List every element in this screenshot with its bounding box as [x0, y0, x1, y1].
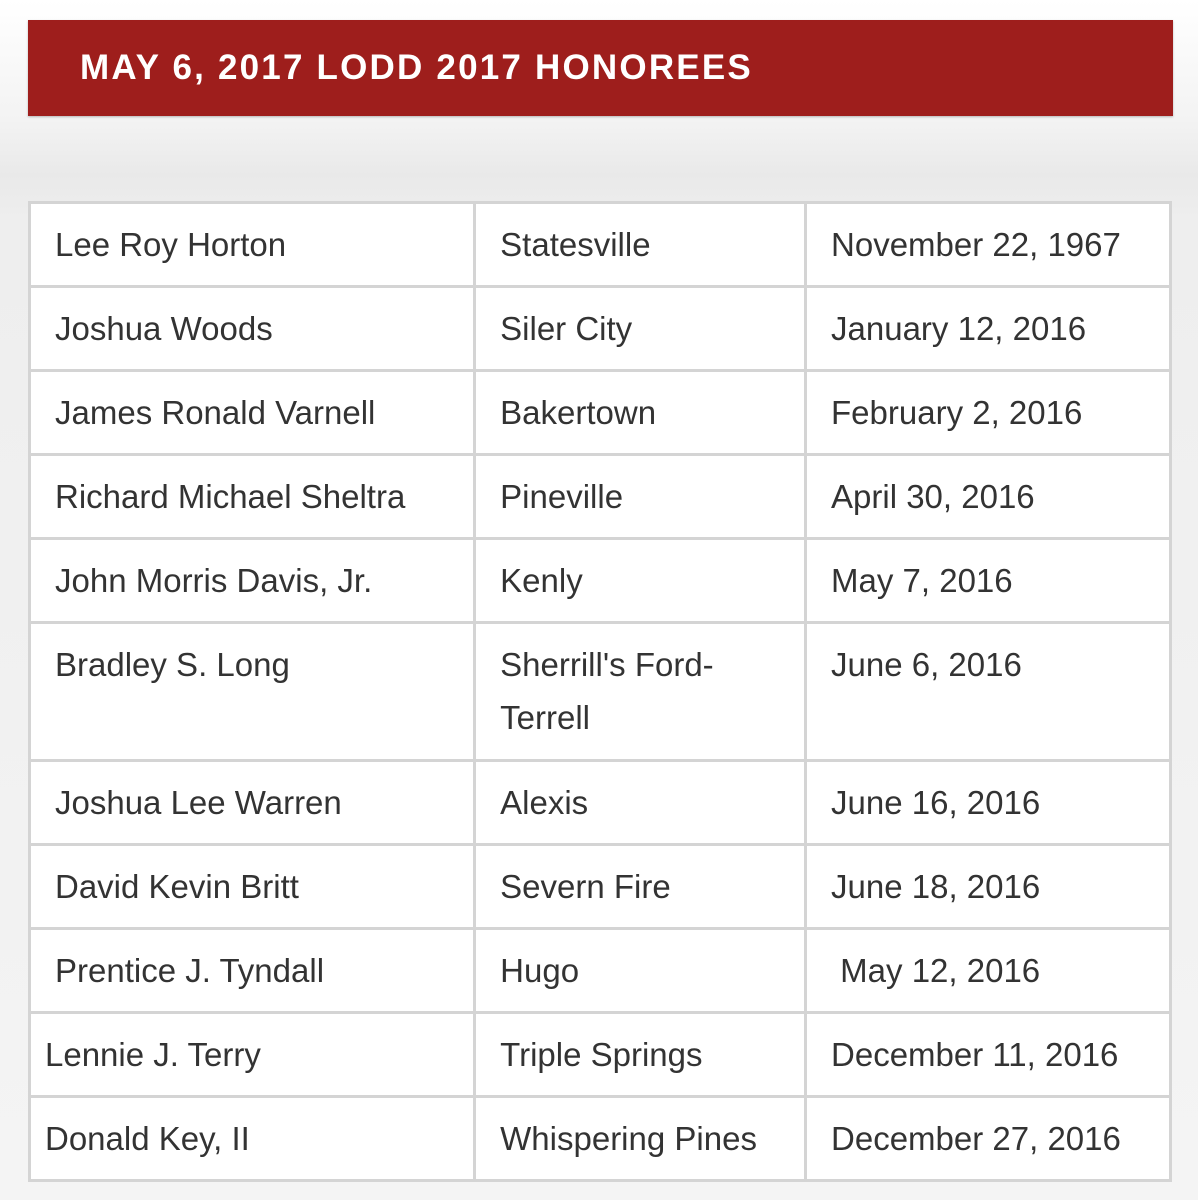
honoree-date: April 30, 2016: [806, 455, 1171, 539]
honoree-department: Sherrill's Ford-Terrell: [475, 623, 806, 761]
honoree-date: November 22, 1967: [806, 203, 1171, 287]
table-row: [30, 1097, 1171, 1181]
honoree-name: Joshua Lee Warren: [30, 761, 475, 845]
honoree-name: Joshua Woods: [30, 287, 475, 371]
honoree-name: David Kevin Britt: [30, 845, 475, 929]
honoree-date: December 11, 2016: [806, 1013, 1171, 1097]
honoree-date: June 6, 2016: [806, 623, 1171, 761]
honoree-name: Richard Michael Sheltra: [30, 455, 475, 539]
table-row: [30, 1013, 1171, 1097]
honoree-name: Lee Roy Horton: [30, 203, 475, 287]
table-row: [30, 371, 1171, 455]
table-row: [30, 455, 1171, 539]
honoree-department: Alexis: [475, 761, 806, 845]
honoree-department: Statesville: [475, 203, 806, 287]
table-row: [30, 287, 1171, 371]
table-row: [30, 929, 1171, 1013]
honoree-department: Severn Fire: [475, 845, 806, 929]
table-row: [30, 203, 1171, 287]
honoree-name: Lennie J. Terry: [30, 1013, 475, 1097]
honorees-table: [28, 201, 1172, 1182]
page-title: MAY 6, 2017 LODD 2017 HONOREES: [80, 48, 753, 87]
table-row: [30, 845, 1171, 929]
table-row: [30, 539, 1171, 623]
honoree-name: Prentice J. Tyndall: [30, 929, 475, 1013]
table-row: [30, 761, 1171, 845]
honoree-department: Triple Springs: [475, 1013, 806, 1097]
honoree-department: Bakertown: [475, 371, 806, 455]
honoree-date: May 12, 2016: [806, 929, 1171, 1013]
honoree-name: John Morris Davis, Jr.: [30, 539, 475, 623]
honoree-date: May 7, 2016: [806, 539, 1171, 623]
honoree-name: James Ronald Varnell: [30, 371, 475, 455]
table-row: [30, 623, 1171, 761]
honoree-department: Hugo: [475, 929, 806, 1013]
honoree-date: June 16, 2016: [806, 761, 1171, 845]
honoree-department: Kenly: [475, 539, 806, 623]
honoree-name: Bradley S. Long: [30, 623, 475, 761]
honoree-date: February 2, 2016: [806, 371, 1171, 455]
honoree-department: Siler City: [475, 287, 806, 371]
honoree-date: June 18, 2016: [806, 845, 1171, 929]
honoree-date: January 12, 2016: [806, 287, 1171, 371]
header-banner: [28, 20, 1173, 116]
honoree-name: Donald Key, II: [30, 1097, 475, 1181]
honoree-department: Whispering Pines: [475, 1097, 806, 1181]
honoree-department: Pineville: [475, 455, 806, 539]
honoree-date: December 27, 2016: [806, 1097, 1171, 1181]
